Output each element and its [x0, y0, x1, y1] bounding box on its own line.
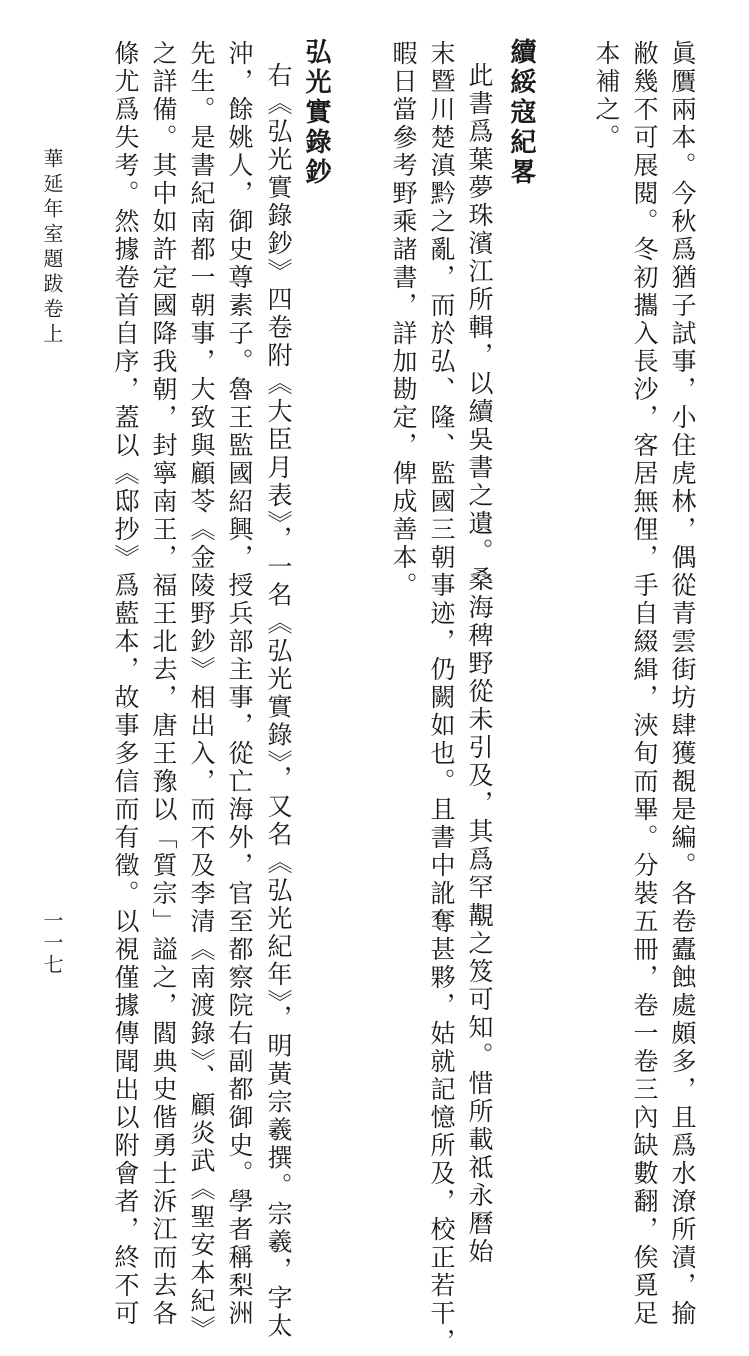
entry-title: 續綏寇紀畧	[506, 38, 536, 188]
text-line: 先生。是書紀南都一朝事，大致與顧苓《金陵野鈔》相出入，而不及李清《南渡錄》、顧炎武《聖安本紀》	[187, 40, 216, 1344]
text-line: 沖，餘姚人，御史尊素子。魯王監國紹興，授兵部主事，從亡海外，官至都察院右副都御史。學者稱梨洲	[225, 40, 254, 1328]
page-number: 一一七	[40, 910, 64, 976]
text-line: 本補之。	[592, 40, 621, 152]
running-header: 華延年室題跋卷上	[40, 148, 64, 348]
text-line: 暇日當參考野乘諸書，詳加勘定，俾成善本。	[389, 40, 418, 600]
text-line: 之詳備。其中如許定國降我朝，封寧南王，福王北去，唐王豫以「質宗」謚之，閻典史偕勇士泝江而去各	[149, 40, 178, 1328]
text-line: 末暨川楚滇黔之亂，而於弘、隆、監國三朝事迹，仍闕如也。且書中訛奪甚夥，姑就記憶所及，校正若干，	[427, 40, 456, 1356]
text-line: 此書爲葉夢珠濱江所輯，以續吳書之遺。桑海稗野從未引及，其爲罕覯之笈可知。惜所載祗永曆始	[465, 62, 494, 1266]
text-line: 右《弘光實錄鈔》四卷附《大臣月表》，一名《弘光實錄》，又名《弘光紀年》，明黃宗羲撰。宗羲，字太	[264, 62, 293, 1341]
text-line: 敝幾不可展閱。冬初攜入長沙，客居無俚，手自綴緝，浹旬而畢。分裝五冊，卷一卷三內缺數翻，俟覓足	[630, 40, 659, 1328]
text-line: 條尤爲失考。然據卷首自序，蓋以《邸抄》爲藍本，故事多信而有徵。以視僅據傳聞出以附會者，終不可	[111, 40, 140, 1328]
text-line: 眞贋兩本。今秋爲猶子試事，小住虎林，偶從青雲街坊肆獲覩是編。各卷蠹蝕處頗多，且爲水潦所漬，揄	[668, 40, 697, 1328]
entry-title: 弘光實錄鈔	[301, 38, 331, 188]
